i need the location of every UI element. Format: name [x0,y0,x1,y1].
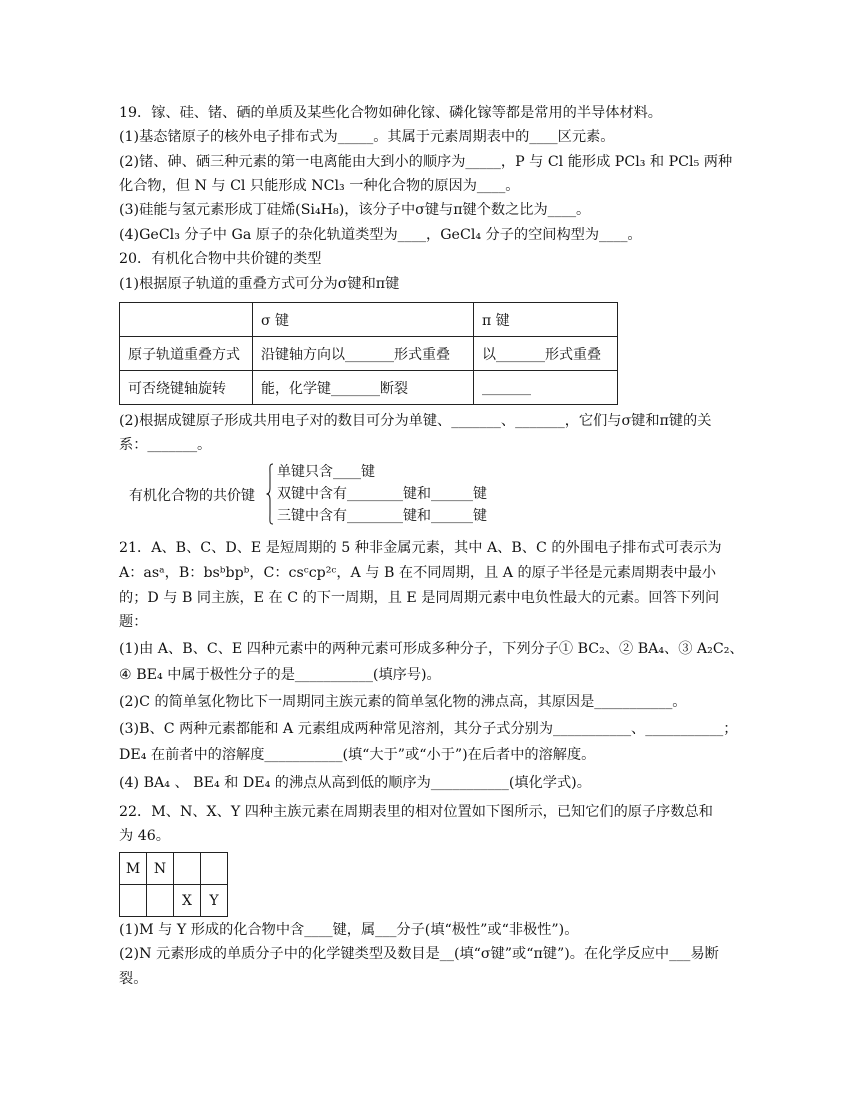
table-cell: 原子轨道重叠方式 [120,337,253,371]
q21-part3-line1: (3)B、C 两种元素都能和 A 元素组成两种常见溶剂，其分子式分别为___________、___________； [119,721,738,737]
brace-label: 有机化合物的共价键 [129,488,255,504]
grid-cell [201,853,228,885]
q22-part2-line2: 裂。 [119,971,148,987]
table-row [120,337,618,371]
table-header-row [120,303,618,337]
table-row [120,371,618,405]
q21-intro-line4: 题： [119,614,148,630]
q20-part1: (1)根据原子轨道的重叠方式可分为σ键和π键 [119,276,400,292]
grid-cell-y: Y [201,885,228,917]
bond-comparison-table [119,302,618,405]
q19-part1: (1)基态锗原子的核外电子排布式为_____。其属于元素周期表中的____区元素。 [119,129,615,145]
q19-part3: (3)硅能与氢元素形成丁硅烯(Si₄H₈)，该分子中σ键与π键个数之比为____。 [119,202,591,218]
q21-part4: (4) BA₄ 、 BE₄ 和 DE₄ 的沸点从高到低的顺序为___________(填化学式)。 [119,775,591,791]
q21-intro-line3: 的；D 与 B 同主族，E 在 C 的下一周期，且 E 是同周期元素中电负性最大的元素。回答下列问 [119,590,720,606]
grid-cell-n: N [147,853,174,885]
periodic-position-grid [119,852,228,917]
q20-title: 20．有机化合物中共价键的类型 [119,251,322,267]
grid-cell-m: M [120,853,147,885]
table-cell: 以_______形式重叠 [474,337,618,371]
q19-part4: (4)GeCl₃ 分子中 Ga 原子的杂化轨道类型为____，GeCl₄ 分子的空间构型为____。 [119,227,642,243]
brace-line-triple: 三键中含有________键和______键 [277,508,487,524]
q22-part2-line1: (2)N 元素形成的单质分子中的化学键类型及数目是__(填“σ键”或“π键”)。在化学反应中___易断 [119,946,719,962]
q21-part2: (2)C 的简单氢化物比下一周期同主族元素的简单氢化物的沸点高，其原因是___________。 [119,694,687,710]
grid-cell [174,853,201,885]
q21-intro-line1: 21．A、B、C、D、E 是短周期的 5 种非金属元素，其中 A、B、C 的外围电子排布式可表示为 [119,540,722,556]
q22-part1: (1)M 与 Y 形成的化合物中含____键，属___分子(填“极性”或“非极性”)。 [119,922,579,938]
table-cell: _______ [474,371,618,405]
q21-part1-line1: (1)由 A、B、C、E 四种元素中的两种元素可形成多种分子，下列分子① BC₂、② BA₄、③ A₂C₂、 [119,641,744,657]
table-row [120,853,228,885]
q19-part2-line1: (2)锗、砷、硒三种元素的第一电离能由大到小的顺序为_____，P 与 Cl 能形成 PCl₃ 和 PCl₅ 两种 [119,154,733,170]
q19-part2-line2: 化合物，但 N 与 Cl 只能形成 NCl₃ 一种化合物的原因为____。 [119,178,520,194]
grid-cell [120,885,147,917]
q20-part2-line1: (2)根据成键原子形成共用电子对的数目可分为单键、_______、_______，它们与σ键和π键的关 [119,413,712,429]
q19-title: 19．镓、硅、锗、硒的单质及某些化合物如砷化镓、磷化镓等都是常用的半导体材料。 [119,105,662,121]
q21-part1-line2: ④ BE₄ 中属于极性分子的是___________(填序号)。 [119,667,441,683]
q21-part3-line2: DE₄ 在前者中的溶解度___________(填“大于”或“小于”)在后者中的溶解度。 [119,747,596,763]
table-cell [120,303,253,337]
grid-cell-x: X [174,885,201,917]
curly-brace-icon [266,463,274,525]
grid-cell [147,885,174,917]
q20-part2-line2: 系：_______。 [119,437,212,453]
table-header-sigma: σ 键 [253,303,474,337]
brace-lines [277,461,487,527]
table-cell: 能，化学键_______断裂 [253,371,474,405]
table-cell: 可否绕键轴旋转 [120,371,253,405]
q22-intro-line1: 22．M、N、X、Y 四种主族元素在周期表里的相对位置如下图所示，已知它们的原子序数总和 [119,804,713,820]
table-cell: 沿键轴方向以_______形式重叠 [253,337,474,371]
q22-intro-line2: 为 46。 [119,828,170,844]
table-header-pi: π 键 [474,303,618,337]
table-row [120,885,228,917]
brace-line-double: 双键中含有________键和______键 [277,486,487,502]
q21-intro-line2: A：asᵃ，B：bsᵇbpᵇ，C：csᶜcp²ᶜ，A 与 B 在不同周期，且 A 的原子半径是元素周期表中最小 [119,565,717,581]
brace-line-single: 单键只含____键 [277,464,375,480]
